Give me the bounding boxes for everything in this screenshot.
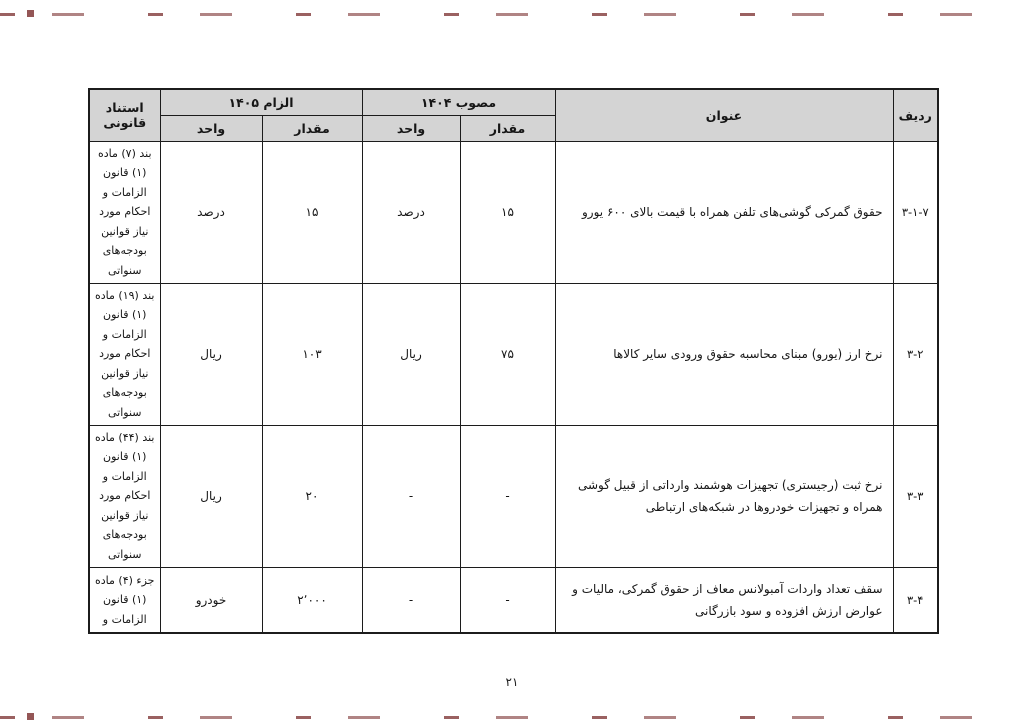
header-title: عنوان: [555, 89, 893, 141]
table-row: [89, 567, 938, 633]
page-number: ۲۱: [505, 675, 519, 689]
row-no: ۳-۲: [893, 283, 938, 425]
table-row: [89, 283, 938, 425]
scan-mark-line-bottom: [0, 716, 1024, 719]
row-title: نرخ ثبت (رجیستری) تجهیزات هوشمند وارداتی از قبیل گوشی همراه و تجهیزات خودروها در شبکه‌های ارتباطی: [555, 425, 893, 567]
legal-basis: بند (۴۴) ماده (۱) قانون الزامات و احکام مورد نیاز قوانین بودجه‌های سنواتی: [89, 425, 160, 567]
header-row-groups: [89, 89, 938, 115]
legal-basis: بند (۷) ماده (۱) قانون الزامات و احکام مورد نیاز قوانین بودجه‌های سنواتی: [89, 141, 160, 283]
budget-law-table: [88, 88, 939, 634]
approved-amount: ۱۵: [460, 141, 555, 283]
header-approved-1404-group: مصوب ۱۴۰۴: [362, 89, 555, 115]
legal-basis: جزء (۴) ماده (۱) قانون الزامات و: [89, 567, 160, 633]
header-row-no: ردیف: [893, 89, 938, 141]
scan-mark-square-top-left: [27, 10, 34, 17]
row-no: ۳-۳: [893, 425, 938, 567]
approved-unit: -: [362, 567, 460, 633]
table-row: [89, 425, 938, 567]
header-approved-amount: مقدار: [460, 115, 555, 141]
mandate-unit: ریال: [160, 425, 262, 567]
approved-amount: -: [460, 567, 555, 633]
approved-amount: ۷۵: [460, 283, 555, 425]
row-title: نرخ ارز (یورو) مبنای محاسبه حقوق ورودی سایر کالاها: [555, 283, 893, 425]
header-approved-unit: واحد: [362, 115, 460, 141]
row-no: ۳-۴: [893, 567, 938, 633]
scan-mark-line-top: [0, 13, 1024, 16]
mandate-amount: ۲۰: [262, 425, 362, 567]
approved-unit: ریال: [362, 283, 460, 425]
row-title: سقف تعداد واردات آمبولانس معاف از حقوق گمرکی، مالیات و عوارض ارزش افزوده و سود بازرگانی: [555, 567, 893, 633]
mandate-unit: درصد: [160, 141, 262, 283]
header-legal-basis: استناد قانونی: [89, 89, 160, 141]
mandate-unit: ریال: [160, 283, 262, 425]
mandate-amount: ۲٬۰۰۰: [262, 567, 362, 633]
approved-amount: -: [460, 425, 555, 567]
header-mandate-1405-group: الزام ۱۴۰۵: [160, 89, 362, 115]
table-row: [89, 141, 938, 283]
row-title: حقوق گمرکی گوشی‌های تلفن همراه با قیمت بالای ۶۰۰ یورو: [555, 141, 893, 283]
scan-mark-square-bottom-left: [27, 713, 34, 720]
row-no: ۳-۱-۷: [893, 141, 938, 283]
header-mandate-unit: واحد: [160, 115, 262, 141]
approved-unit: -: [362, 425, 460, 567]
legal-basis: بند (۱۹) ماده (۱) قانون الزامات و احکام مورد نیاز قوانین بودجه‌های سنواتی: [89, 283, 160, 425]
header-mandate-amount: مقدار: [262, 115, 362, 141]
approved-unit: درصد: [362, 141, 460, 283]
mandate-amount: ۱۵: [262, 141, 362, 283]
mandate-amount: ۱۰۳: [262, 283, 362, 425]
mandate-unit: خودرو: [160, 567, 262, 633]
